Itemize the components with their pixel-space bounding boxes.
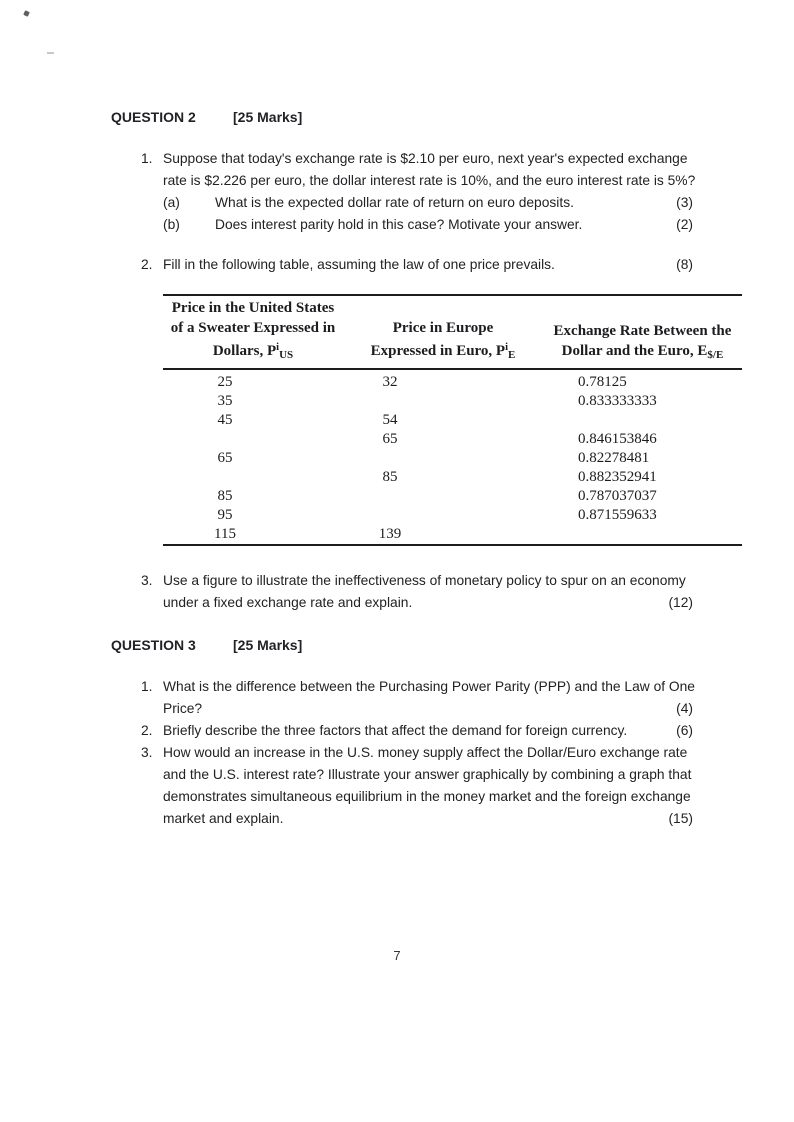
q2-item-1b (163, 214, 693, 236)
table-row (163, 468, 742, 487)
marks-value: (8) (676, 257, 693, 272)
table-row (163, 506, 742, 525)
item-text-line: under a fixed exchange rate and explain. (163, 595, 413, 610)
eu-price-cell (343, 487, 543, 506)
table-row (163, 449, 742, 468)
superscript: i (276, 342, 280, 353)
item-body (163, 676, 693, 720)
marks-value: (6) (676, 723, 693, 738)
us-price-cell: 45 (217, 412, 233, 428)
us-price-cell: 95 (217, 507, 233, 523)
eu-price-cell (343, 392, 543, 411)
eu-price-cell: 85 (382, 469, 398, 485)
subitem-text: Does interest parity hold in this case? Motivate your answer. (215, 217, 583, 232)
table-row (163, 430, 742, 449)
subscript: E (508, 349, 516, 361)
item-text-line: Price? (163, 701, 203, 716)
eu-price-cell: 65 (382, 431, 398, 447)
us-price-cell: 25 (217, 374, 233, 390)
item-body (163, 742, 693, 830)
exchange-rate-cell (543, 411, 742, 430)
item-text-line: market and explain. (163, 811, 284, 826)
header-line: Price in the United States (171, 300, 335, 316)
us-price-cell: 35 (217, 393, 233, 409)
exchange-rate-cell: 0.82278481 (578, 450, 650, 466)
item-number: 1. (141, 679, 153, 694)
marks-value: (12) (668, 595, 693, 610)
q3-item-2 (111, 720, 693, 742)
eu-price-cell (343, 449, 543, 468)
table-header-row (163, 295, 742, 369)
subitem-text: What is the expected dollar rate of return on euro deposits. (215, 195, 574, 210)
table-row (163, 392, 742, 411)
item-text-line: Suppose that today's exchange rate is $2.10 per euro, next year's expected exchange (163, 151, 688, 166)
question2-heading (111, 106, 693, 128)
item-text-row (163, 592, 693, 614)
question3-list (111, 676, 693, 830)
superscript: i (505, 342, 509, 353)
exchange-rate-cell: 0.846153846 (578, 431, 657, 447)
item-text-line: Use a figure to illustrate the ineffectiveness of monetary policy to spur on an economy (163, 573, 686, 588)
item-text-row (163, 720, 693, 742)
question2-title: QUESTION 2 (111, 109, 196, 125)
item-number: 2. (141, 723, 153, 738)
eu-price-cell: 54 (382, 412, 398, 428)
question3-title: QUESTION 3 (111, 637, 196, 653)
eu-price-cell: 139 (378, 526, 402, 542)
exchange-rate-cell: 0.78125 (578, 374, 627, 390)
item-text-line: demonstrates simultaneous equilibrium in the money market and the foreign exchange (163, 789, 691, 804)
item-text-row (163, 698, 693, 720)
q3-item-3 (111, 742, 693, 830)
question3-heading (111, 634, 693, 656)
item-number: 1. (141, 151, 153, 166)
us-price-cell: 85 (217, 488, 233, 504)
us-price-cell: 115 (214, 526, 236, 542)
item-text-line: How would an increase in the U.S. money supply affect the Dollar/Euro exchange rate (163, 745, 688, 760)
eu-price-cell (343, 506, 543, 525)
q2-item-2 (111, 254, 693, 276)
header-line: Expressed in Euro, $P^i_E$ (370, 342, 516, 361)
column-header-exchange-rate (543, 295, 742, 369)
exchange-rate-cell: 0.833333333 (578, 393, 657, 409)
item-body (163, 570, 693, 614)
question3-total-marks: [25 Marks] (233, 637, 303, 653)
us-price-cell (163, 468, 343, 487)
question2-list (111, 148, 696, 276)
table-row (163, 369, 742, 392)
item-text-line: Briefly describe the three factors that affect the demand for foreign currency. (163, 723, 628, 738)
marks-value: (3) (676, 195, 693, 210)
item-text-line: Fill in the following table, assuming the law of one price prevails. (163, 257, 555, 272)
q3-item-1 (111, 676, 693, 720)
page-content (111, 106, 732, 830)
exchange-rate-cell (543, 525, 742, 545)
item-text-line: and the U.S. interest rate? Illustrate your answer graphically by combining a graph that (163, 767, 692, 782)
item-body (163, 720, 693, 742)
question2-total-marks: [25 Marks] (233, 109, 303, 125)
item-text-line: What is the difference between the Purchasing Power Parity (PPP) and the Law of One (163, 679, 695, 694)
us-price-cell (163, 430, 343, 449)
subitem-label: (a) (163, 195, 180, 210)
item-body (163, 148, 696, 236)
q2-item-1a (163, 192, 693, 214)
header-line: Dollars, $P^i_{US}$ (212, 342, 294, 361)
item-number: 2. (141, 257, 153, 272)
exchange-rate-cell: 0.882352941 (578, 469, 657, 485)
header-line: Dollar and the Euro, $E_{\$/E}$ (561, 343, 724, 361)
subitem-label: (b) (163, 217, 180, 232)
table-row (163, 411, 742, 430)
scan-artifact (23, 10, 30, 17)
marks-value: (4) (676, 701, 693, 716)
item-body (163, 254, 693, 276)
column-header-eu-price (343, 295, 543, 369)
scan-artifact (47, 52, 54, 54)
subscript: $/E (707, 349, 724, 361)
q2-item-1 (111, 148, 696, 236)
header-line: Price in Europe (392, 320, 494, 336)
subscript: US (279, 349, 294, 361)
marks-value: (15) (668, 811, 693, 826)
header-line: Exchange Rate Between the (553, 323, 732, 339)
page-number: 7 (393, 948, 401, 963)
item-text-line: rate is $2.226 per euro, the dollar interest rate is 10%, and the euro interest rate is 5%? (163, 173, 696, 188)
exchange-rate-cell: 0.871559633 (578, 507, 657, 523)
table-row (163, 487, 742, 506)
column-header-us-price (163, 295, 343, 369)
q2-item-3 (111, 570, 693, 614)
header-line: of a Sweater Expressed in (170, 320, 336, 336)
law-of-one-price-table (163, 294, 742, 546)
us-price-cell: 65 (217, 450, 233, 466)
item-number: 3. (141, 745, 153, 760)
marks-value: (2) (676, 217, 693, 232)
exchange-rate-cell: 0.787037037 (578, 488, 657, 504)
item-text-row (163, 808, 693, 830)
item-number: 3. (141, 573, 153, 588)
question2-list-continued (111, 570, 693, 614)
item-text-row (163, 254, 693, 276)
eu-price-cell: 32 (382, 374, 398, 390)
table-row (163, 525, 742, 545)
